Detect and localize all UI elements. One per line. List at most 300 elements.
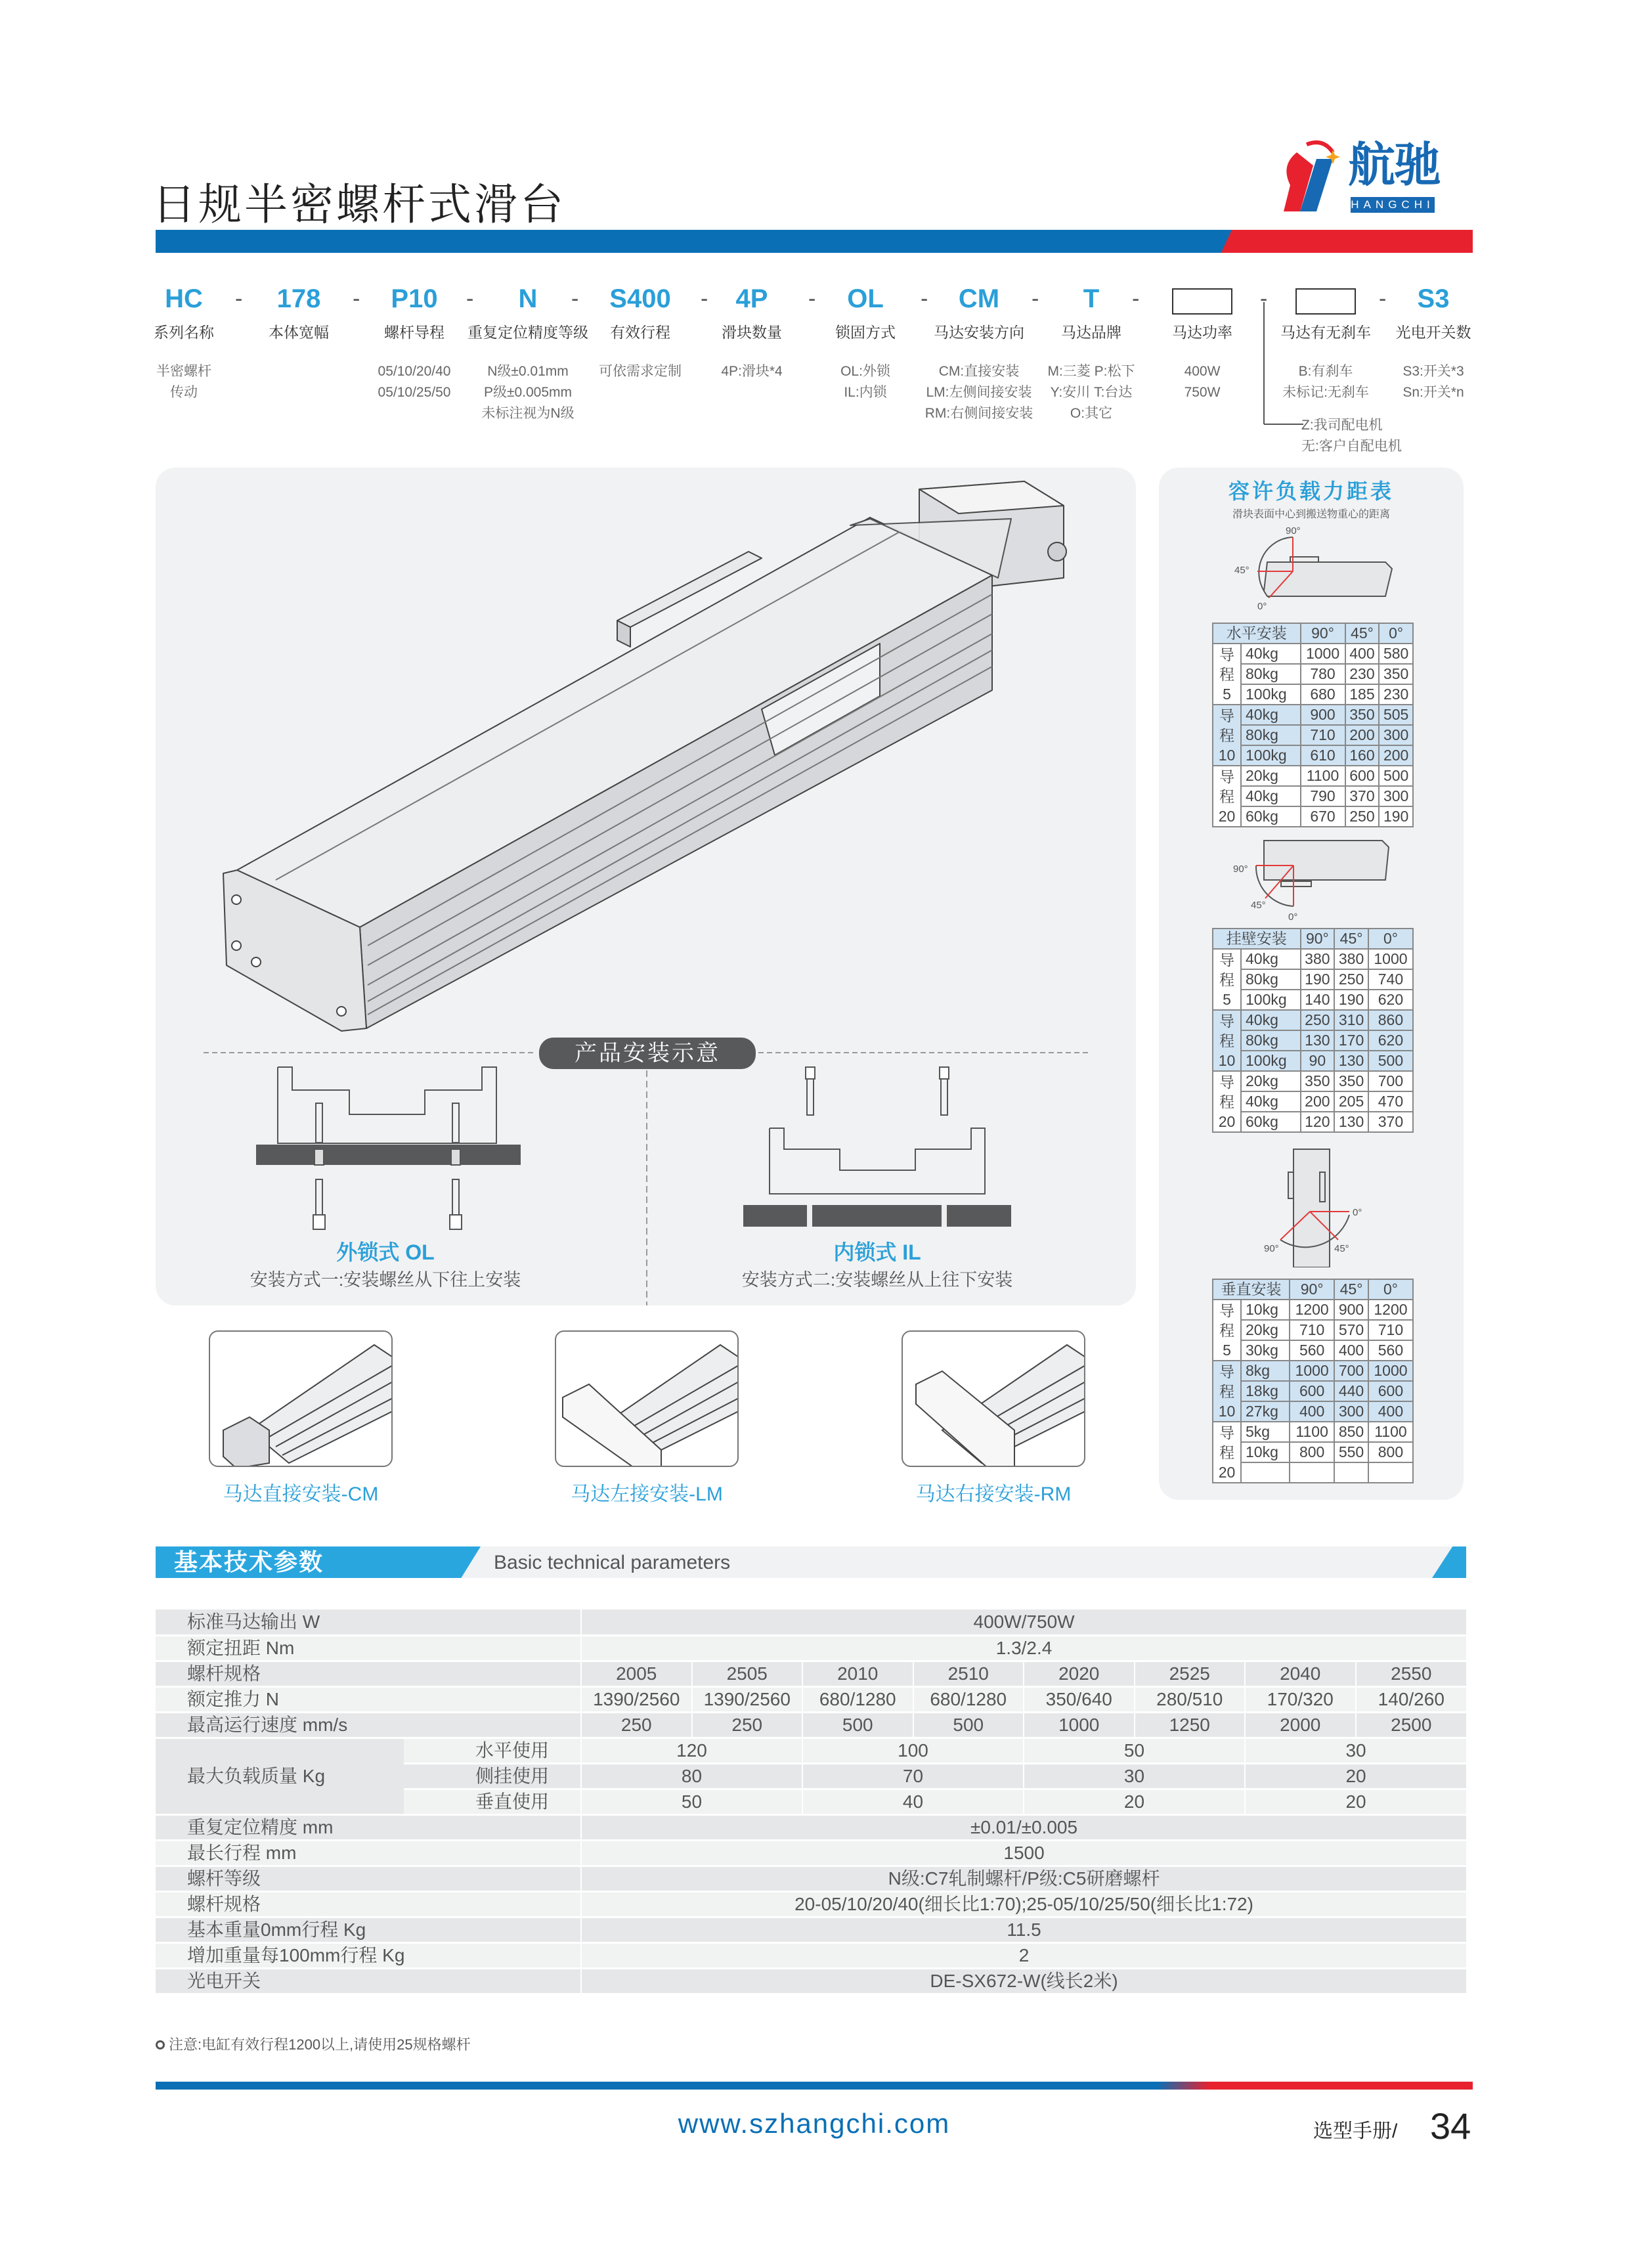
- load-table-cell: 740: [1368, 969, 1413, 990]
- code-column: [236, 282, 361, 361]
- param-sublabel: 侧挂使用: [404, 1763, 581, 1789]
- param-value: 2040: [1245, 1661, 1356, 1686]
- load-table-row: [1213, 1112, 1413, 1132]
- param-value: 1390/2560: [692, 1686, 803, 1712]
- lead-cell: [1213, 705, 1241, 766]
- load-table-cell: 600: [1290, 1381, 1334, 1401]
- code-desc: [689, 361, 814, 382]
- load-table: [1212, 928, 1414, 1133]
- param-value: 2000: [1245, 1712, 1356, 1738]
- slide-module-icon: [556, 1332, 739, 1467]
- param-label: 光电开关: [156, 1968, 581, 1994]
- load-table-cell: 560: [1368, 1340, 1413, 1361]
- load-table-cell: 400: [1334, 1340, 1368, 1361]
- param-value: 680/1280: [913, 1686, 1024, 1712]
- load-table-row: [1213, 1381, 1413, 1401]
- code-label: 本体宽幅: [269, 324, 329, 341]
- params-row: [156, 1686, 1466, 1712]
- load-table-row: [1213, 1361, 1413, 1381]
- lead-char: 程: [1219, 665, 1234, 683]
- load-table-cell: 900: [1334, 1300, 1368, 1320]
- load-table-row: [1213, 1091, 1413, 1112]
- params-row: [156, 1968, 1466, 1994]
- motor-note-line: 无:客户自配电机: [1301, 439, 1402, 454]
- params-title-en: Basic technical parameters: [494, 1552, 731, 1573]
- code-separator: -: [235, 286, 243, 311]
- header-band: [156, 230, 1473, 253]
- install-section-title: 产品安装示意: [539, 1038, 756, 1069]
- param-label: 螺杆等级: [156, 1866, 581, 1891]
- load-table-cell: [1241, 1462, 1290, 1483]
- angle-header: 0°: [1368, 1279, 1413, 1300]
- slide-module-icon: [210, 1332, 393, 1467]
- load-table-cell: 5kg: [1241, 1422, 1290, 1442]
- lead-cell: [1213, 949, 1241, 1010]
- param-value: 1500: [581, 1840, 1466, 1866]
- load-table-row: [1213, 1320, 1413, 1340]
- lead-char: 程: [1219, 1382, 1234, 1400]
- load-table-cell: 10kg: [1241, 1300, 1290, 1320]
- motor-mount-thumbnail[interactable]: [209, 1330, 393, 1467]
- param-value: 2510: [913, 1661, 1024, 1686]
- param-label: 增加重量每100mm行程 Kg: [156, 1942, 581, 1968]
- load-table-cell: 80kg: [1241, 664, 1301, 684]
- param-value: 2: [581, 1942, 1466, 1968]
- load-table-cell: 100kg: [1241, 1051, 1301, 1071]
- load-table-cell: 300: [1379, 725, 1413, 745]
- lead-char: 20: [1218, 807, 1236, 825]
- load-table-cell: 620: [1368, 1030, 1413, 1051]
- load-table-cell: 310: [1334, 1010, 1368, 1030]
- page-label: 选型手册/: [1313, 2120, 1398, 2142]
- load-table-cell: 350: [1301, 1071, 1335, 1091]
- horizontal-mount-diagram: [1257, 537, 1392, 598]
- outer-lock-desc: 安装方式一:安装螺丝从下往上安装: [250, 1270, 521, 1290]
- lead-char: 导: [1219, 707, 1234, 724]
- load-panel-subtitle: 滑块表面中心到搬送物重心的距离: [1232, 509, 1390, 520]
- lead-char: 导: [1219, 1012, 1234, 1030]
- load-table-row: [1213, 1030, 1413, 1051]
- lead-cell: [1213, 1010, 1241, 1071]
- load-table-cell: 200: [1301, 1091, 1335, 1112]
- code-label: 有效行程: [610, 324, 670, 341]
- param-value: 30: [1024, 1763, 1245, 1789]
- outer-lock-diagram: [256, 1067, 521, 1229]
- load-table-cell: 710: [1290, 1320, 1334, 1340]
- code-column: [121, 282, 246, 403]
- param-value: 350/640: [1024, 1686, 1135, 1712]
- params-row: [156, 1738, 1466, 1763]
- load-table-row: [1213, 1010, 1413, 1030]
- code-value: 178: [276, 284, 321, 313]
- load-table-cell: 60kg: [1241, 1112, 1301, 1132]
- load-table-row: [1213, 1422, 1413, 1442]
- load-table-cell: 380: [1334, 949, 1368, 969]
- load-table-cell: 850: [1334, 1422, 1368, 1442]
- param-value: 20: [1245, 1789, 1466, 1814]
- code-desc-line: LM:左侧间接安装: [926, 385, 1032, 400]
- load-table-row: [1213, 786, 1413, 806]
- lead-char: 20: [1218, 1112, 1236, 1130]
- lead-cell: [1213, 1422, 1241, 1483]
- load-table-cell: 710: [1301, 725, 1345, 745]
- param-value: 2550: [1356, 1661, 1467, 1686]
- param-value: 140/260: [1356, 1686, 1467, 1712]
- load-table-cell: 1100: [1290, 1422, 1334, 1442]
- angle-header: 90°: [1301, 929, 1335, 949]
- load-table-cell: 790: [1301, 786, 1345, 806]
- load-table-cell: 140: [1301, 990, 1335, 1010]
- lead-char: 程: [1219, 1093, 1234, 1110]
- param-value: 500: [802, 1712, 913, 1738]
- code-value: [1140, 282, 1268, 315]
- param-value: 50: [581, 1789, 802, 1814]
- code-column: [1140, 282, 1268, 403]
- load-table-cell: 100kg: [1241, 990, 1301, 1010]
- angle-header: 45°: [1345, 623, 1380, 644]
- lead-cell: [1213, 766, 1241, 827]
- load-table-cell: 400: [1345, 644, 1380, 664]
- lead-cell: [1213, 644, 1241, 705]
- param-value: 250: [692, 1712, 803, 1738]
- code-column: [803, 282, 928, 403]
- param-value: 80: [581, 1763, 802, 1789]
- load-table-cell: 370: [1345, 786, 1380, 806]
- wall-mount-diagram: [1256, 841, 1389, 906]
- note-text: 注意:电缸有效行程1200以上,请使用25规格螺杆: [169, 2036, 471, 2053]
- param-value: 20-05/10/20/40(细长比1:70);25-05/10/25/50(细长比1:72): [581, 1891, 1466, 1917]
- load-table-cell: 500: [1368, 1051, 1413, 1071]
- footer-band: [156, 2082, 1473, 2090]
- angle-label: 90°: [1233, 864, 1248, 875]
- param-value: 2020: [1024, 1661, 1135, 1686]
- param-label: 螺杆规格: [156, 1661, 581, 1686]
- inner-lock-diagram: [743, 1067, 1011, 1227]
- code-label: 马达有无刹车: [1280, 324, 1371, 341]
- param-value: 50: [1024, 1738, 1245, 1763]
- load-table-cell: 370: [1368, 1112, 1413, 1132]
- code-label: 马达功率: [1172, 324, 1232, 341]
- code-value: S400: [609, 284, 671, 313]
- load-table-header: [1213, 1279, 1413, 1300]
- angle-label: 45°: [1234, 565, 1250, 576]
- load-table-cell: 780: [1301, 664, 1345, 684]
- lead-char: 导: [1219, 1424, 1234, 1441]
- load-table-cell: 80kg: [1241, 725, 1301, 745]
- load-table-cell: 190: [1334, 990, 1368, 1010]
- code-desc-line: OL:外锁: [840, 364, 890, 379]
- load-table-cell: 8kg: [1241, 1361, 1290, 1381]
- load-table-cell: 350: [1379, 664, 1413, 684]
- load-table-cell: 60kg: [1241, 806, 1301, 827]
- load-table-row: [1213, 990, 1413, 1010]
- param-label: 基本重量0mm行程 Kg: [156, 1917, 581, 1942]
- lead-char: 导: [1219, 1302, 1234, 1319]
- code-separator: -: [1260, 286, 1268, 311]
- param-value: 2505: [692, 1661, 803, 1686]
- code-desc-line: P级±0.005mm: [483, 385, 573, 400]
- load-table-header: [1213, 929, 1413, 949]
- code-desc-line: N级±0.01mm: [487, 364, 569, 379]
- code-input-box[interactable]: [1172, 288, 1232, 315]
- load-table-row: [1213, 725, 1413, 745]
- lead-char: 程: [1219, 1032, 1234, 1049]
- params-row: [156, 1610, 1466, 1635]
- motor-mount-caption: 马达右接安装-RM: [915, 1483, 1072, 1505]
- code-value: S3: [1417, 284, 1450, 313]
- code-separator: -: [921, 286, 928, 311]
- param-value: 2010: [802, 1661, 913, 1686]
- code-desc-line: O:其它: [1070, 406, 1113, 421]
- load-table-cell: 230: [1379, 684, 1413, 705]
- param-value: 280/510: [1135, 1686, 1246, 1712]
- lead-char: 10: [1218, 1051, 1236, 1069]
- params-header-accent: [1432, 1546, 1466, 1578]
- code-column: [352, 282, 477, 403]
- load-table-row: [1213, 1401, 1413, 1422]
- load-table-cell: 18kg: [1241, 1381, 1290, 1401]
- code-value: CM: [958, 284, 1000, 313]
- load-table-cell: 40kg: [1241, 705, 1301, 725]
- load-table-cell: 400: [1368, 1401, 1413, 1422]
- code-value: N: [518, 284, 538, 313]
- param-value: 400W/750W: [581, 1610, 1466, 1635]
- code-desc-line: 可依需求定制: [599, 364, 682, 379]
- note-circle-icon: [156, 2040, 165, 2049]
- load-table-cell: 230: [1345, 664, 1380, 684]
- motor-note: [1301, 415, 1402, 457]
- load-table-cell: 100kg: [1241, 745, 1301, 766]
- load-table-cell: 560: [1290, 1340, 1334, 1361]
- param-label: 最高运行速度 mm/s: [156, 1712, 581, 1738]
- load-table-cell: 80kg: [1241, 1030, 1301, 1051]
- params-row: [156, 1917, 1466, 1942]
- load-table-cell: 505: [1379, 705, 1413, 725]
- load-table-cell: 250: [1334, 969, 1368, 990]
- code-label: 光电开关数: [1395, 324, 1471, 341]
- angle-header: 90°: [1290, 1279, 1334, 1300]
- load-table-cell: 470: [1368, 1091, 1413, 1112]
- code-column: [689, 282, 814, 382]
- load-table-cell: 80kg: [1241, 969, 1301, 990]
- load-table-cell: 200: [1379, 745, 1413, 766]
- params-row: [156, 1866, 1466, 1891]
- param-value: 1390/2560: [581, 1686, 692, 1712]
- load-table-cell: 185: [1345, 684, 1380, 705]
- lead-char: 10: [1218, 1402, 1236, 1420]
- param-value: ±0.01/±0.005: [581, 1814, 1466, 1840]
- angle-label: 45°: [1251, 900, 1266, 911]
- load-table-cell: 710: [1368, 1320, 1413, 1340]
- lead-char: 程: [1219, 726, 1234, 744]
- load-table-cell: 190: [1379, 806, 1413, 827]
- lead-cell: [1213, 1361, 1241, 1422]
- params-section-header: [156, 1546, 1466, 1578]
- motor-mount-caption: 马达左接安装-LM: [571, 1483, 723, 1505]
- code-column: [1371, 282, 1496, 403]
- logo-text-en: HANGCHI: [1351, 197, 1435, 213]
- load-table-row: [1213, 664, 1413, 684]
- param-value: 250: [581, 1712, 692, 1738]
- load-table-cell: 860: [1368, 1010, 1413, 1030]
- load-table-cell: 1200: [1290, 1300, 1334, 1320]
- inner-lock-desc: 安装方式二:安装螺丝从上往下安装: [741, 1270, 1013, 1290]
- load-table-cell: 300: [1379, 786, 1413, 806]
- load-table-cell: 1000: [1290, 1361, 1334, 1381]
- code-separator: -: [353, 286, 360, 311]
- code-value: 4P: [735, 284, 768, 313]
- load-table: [1212, 1279, 1414, 1483]
- param-label: 螺杆规格: [156, 1891, 581, 1917]
- code-label: 系列名称: [154, 324, 214, 341]
- param-value: 1000: [1024, 1712, 1135, 1738]
- code-desc: [1140, 361, 1265, 403]
- code-desc-line: 400W: [1184, 364, 1221, 379]
- code-desc-line: M:三菱 P:松下: [1047, 364, 1135, 379]
- lead-char: 20: [1218, 1463, 1236, 1481]
- param-label: 最大负载质量 Kg: [156, 1738, 404, 1814]
- code-desc: [1371, 361, 1496, 403]
- load-table-cell: 570: [1334, 1320, 1368, 1340]
- slide-module-icon: [903, 1332, 1085, 1467]
- code-separator: -: [808, 286, 816, 311]
- param-value: DE-SX672-W(线长2米): [581, 1968, 1466, 1994]
- lead-char: 程: [1219, 787, 1234, 805]
- load-table: [1212, 623, 1414, 827]
- code-value: P10: [391, 284, 438, 313]
- brand-logo: [1277, 139, 1474, 218]
- load-table-cell: 90: [1301, 1051, 1335, 1071]
- load-table-title: 垂直安装: [1213, 1279, 1290, 1300]
- lead-char: 导: [1219, 646, 1234, 663]
- load-table-title: 挂壁安装: [1213, 929, 1301, 949]
- angle-header: 45°: [1334, 929, 1368, 949]
- param-label: 重复定位精度 mm: [156, 1814, 581, 1840]
- code-desc-line: Y:安川 T:台达: [1050, 385, 1133, 400]
- code-desc: [352, 361, 477, 403]
- inner-lock-title: 内锁式 IL: [833, 1240, 921, 1264]
- load-table-cell: 580: [1379, 644, 1413, 664]
- param-value: 20: [1024, 1789, 1245, 1814]
- angle-header: 0°: [1368, 929, 1413, 949]
- load-table-cell: 600: [1345, 766, 1380, 786]
- lead-char: 程: [1219, 1321, 1234, 1339]
- load-table-header: [1213, 623, 1413, 644]
- website-link[interactable]: www.szhangchi.com: [678, 2108, 951, 2139]
- motor-note-bracket: [1257, 296, 1310, 433]
- load-table-cell: 20kg: [1241, 1071, 1301, 1091]
- load-table-row: [1213, 644, 1413, 664]
- load-table-cell: 20kg: [1241, 766, 1301, 786]
- load-table-title: 水平安装: [1213, 623, 1301, 644]
- code-column: [578, 282, 703, 382]
- code-separator: -: [1032, 286, 1039, 311]
- load-table-cell: 40kg: [1241, 949, 1301, 969]
- code-desc: [578, 361, 703, 382]
- load-table-cell: 190: [1301, 969, 1335, 990]
- lead-char: 5: [1223, 1341, 1231, 1359]
- load-table-cell: 440: [1334, 1381, 1368, 1401]
- params-row: [156, 1891, 1466, 1917]
- load-table-row: [1213, 684, 1413, 705]
- code-desc-line: IL:内锁: [844, 385, 887, 400]
- param-sublabel: 垂直使用: [404, 1789, 581, 1814]
- motor-mount-thumbnail[interactable]: [902, 1330, 1085, 1467]
- code-separator: -: [571, 286, 579, 311]
- angle-label: 0°: [1288, 911, 1298, 923]
- params-row: [156, 1840, 1466, 1866]
- load-table-cell: 800: [1368, 1442, 1413, 1462]
- code-desc: [803, 361, 928, 403]
- param-value: 2005: [581, 1661, 692, 1686]
- load-table-row: [1213, 1442, 1413, 1462]
- code-column: [917, 282, 1041, 424]
- load-table-cell: 350: [1345, 705, 1380, 725]
- load-table-cell: 1000: [1368, 949, 1413, 969]
- load-table-cell: 1000: [1368, 1361, 1413, 1381]
- load-table-cell: 27kg: [1241, 1401, 1290, 1422]
- load-table-row: [1213, 1300, 1413, 1320]
- load-table-cell: 130: [1301, 1030, 1335, 1051]
- page-number: 34: [1430, 2105, 1471, 2147]
- param-value: 500: [913, 1712, 1024, 1738]
- param-value: 170/320: [1245, 1686, 1356, 1712]
- code-separator: -: [1379, 286, 1387, 311]
- param-value: 20: [1245, 1763, 1466, 1789]
- param-value: 100: [802, 1738, 1024, 1763]
- load-table-row: [1213, 705, 1413, 725]
- load-table-cell: 130: [1334, 1112, 1368, 1132]
- load-table-cell: 120: [1301, 1112, 1335, 1132]
- code-desc-line: 05/10/25/50: [378, 385, 451, 400]
- page-title: 日规半密螺杆式滑台: [152, 180, 566, 229]
- load-table-cell: [1334, 1462, 1368, 1483]
- params-row: [156, 1942, 1466, 1968]
- angle-header: 0°: [1379, 623, 1413, 644]
- param-value: 30: [1245, 1738, 1466, 1763]
- load-table-cell: 620: [1368, 990, 1413, 1010]
- param-value: 70: [802, 1763, 1024, 1789]
- angle-label: 90°: [1264, 1243, 1279, 1254]
- code-desc-line: 半密螺杆: [156, 364, 211, 379]
- code-desc-line: Sn:开关*n: [1402, 385, 1464, 400]
- load-table-row: [1213, 969, 1413, 990]
- code-desc-line: 750W: [1184, 385, 1221, 400]
- lead-char: 导: [1219, 1363, 1234, 1380]
- param-value: 120: [581, 1738, 802, 1763]
- code-value: OL: [847, 284, 884, 313]
- load-table-cell: 1200: [1368, 1300, 1413, 1320]
- param-value: 40: [802, 1789, 1024, 1814]
- code-value: HC: [165, 284, 203, 313]
- param-value: 2500: [1356, 1712, 1467, 1738]
- load-table-cell: 205: [1334, 1091, 1368, 1112]
- lead-char: 10: [1218, 746, 1236, 764]
- load-table-cell: 130: [1334, 1051, 1368, 1071]
- params-title-cn: 基本技术参数: [174, 1548, 324, 1575]
- code-desc-line: 传动: [170, 385, 198, 400]
- code-desc-line: 未标记:无刹车: [1282, 385, 1369, 400]
- angle-label: 0°: [1353, 1207, 1362, 1218]
- code-desc: [466, 361, 590, 424]
- motor-mount-thumbnail[interactable]: [555, 1330, 739, 1467]
- load-table-cell: 500: [1379, 766, 1413, 786]
- load-table-cell: 160: [1345, 745, 1380, 766]
- load-table-cell: 600: [1368, 1381, 1413, 1401]
- load-table-cell: 40kg: [1241, 644, 1301, 664]
- lead-char: 导: [1219, 768, 1234, 785]
- load-table-cell: 30kg: [1241, 1340, 1290, 1361]
